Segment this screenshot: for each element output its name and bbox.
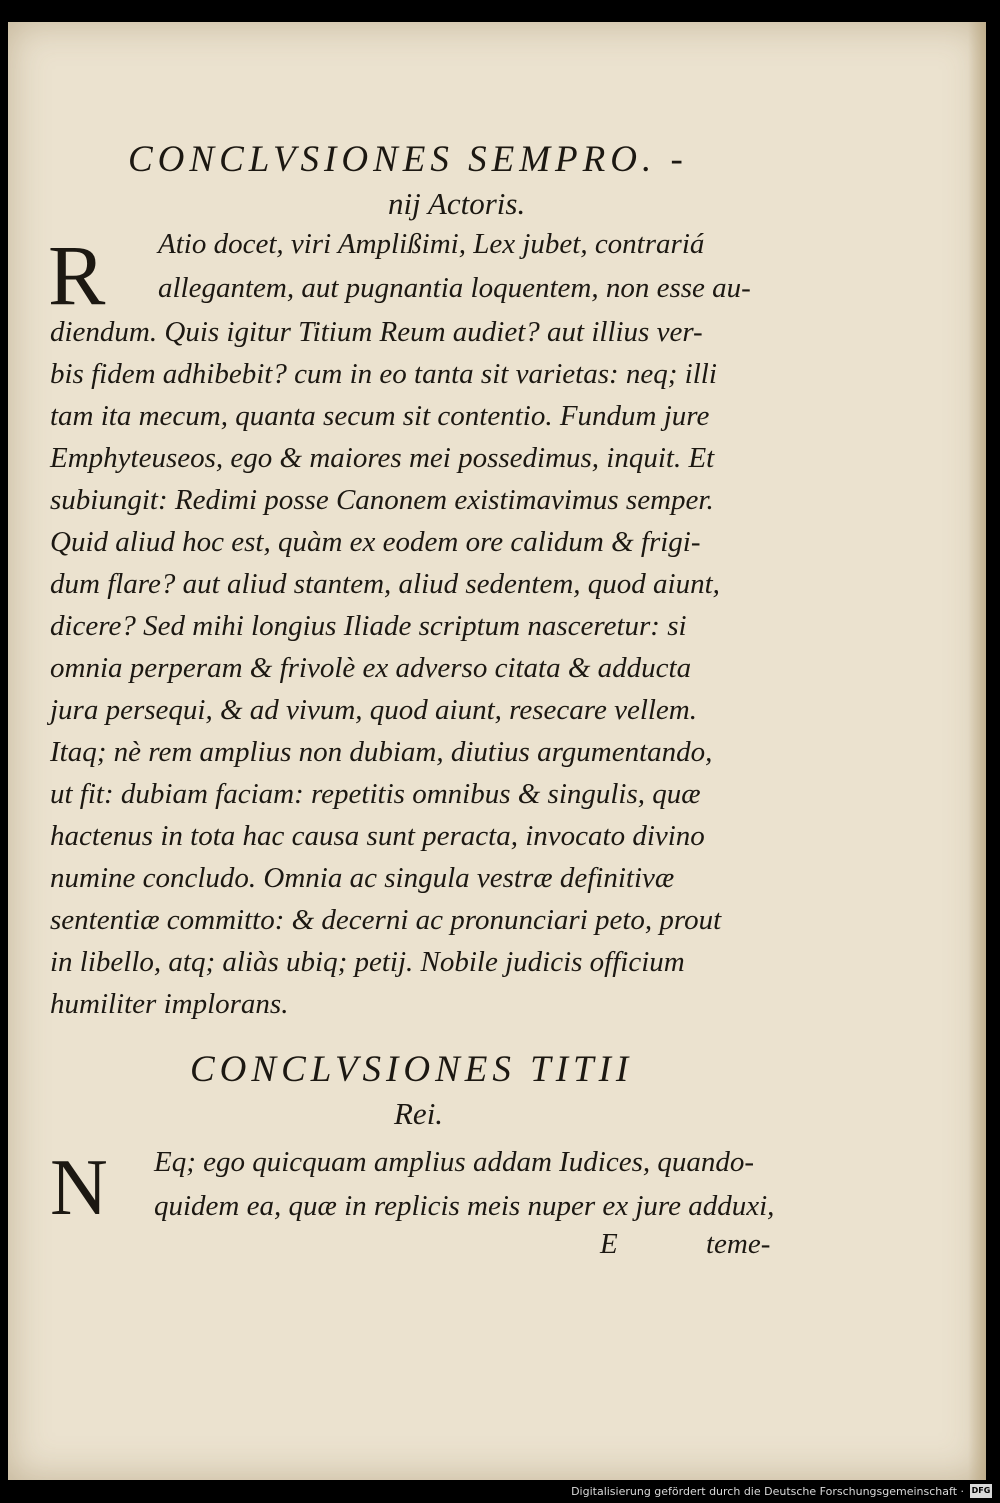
section1-line: allegantem, aut pugnantia loquentem, non esse au- xyxy=(158,272,751,304)
section1-line: Itaq; nè rem amplius non dubiam, diutius argumentando, xyxy=(50,736,713,768)
section1-line: sententiæ committo: & decerni ac pronunciari peto, prout xyxy=(50,904,722,936)
section1-line: ut fit: dubiam faciam: repetitis omnibus & singulis, quæ xyxy=(50,778,701,810)
section1-line: dum flare? aut aliud stantem, aliud sedentem, quod aiunt, xyxy=(50,568,720,600)
section1-line: Emphyteuseos, ego & maiores mei possedimus, inquit. Et xyxy=(50,442,715,474)
section1-line: in libello, atq; aliàs ubiq; petij. Nobile judicis officium xyxy=(50,946,685,978)
section1-line: humiliter implorans. xyxy=(50,988,289,1020)
section1-dropcap: R xyxy=(48,227,106,323)
section1-subheading: nij Actoris. xyxy=(388,186,526,221)
section2-subheading: Rei. xyxy=(394,1096,444,1131)
section1-line: omnia perperam & frivolè ex adverso citata & adducta xyxy=(50,652,692,684)
section1-line: numine concludo. Omnia ac singula vestræ definitivæ xyxy=(50,862,675,894)
section1-line: dicere? Sed mihi longius Iliade scriptum nasceretur: si xyxy=(50,610,687,642)
section1-heading: CONCLVSIONES SEMPRO. - xyxy=(128,139,688,180)
section1-line: tam ita mecum, quanta secum sit contentio. Fundum jure xyxy=(50,400,710,432)
catchword: teme- xyxy=(706,1228,771,1260)
section1-line: diendum. Quis igitur Titium Reum audiet? aut illius ver- xyxy=(50,316,703,348)
signature-mark: E xyxy=(600,1228,618,1260)
section2-dropcap: N xyxy=(50,1144,108,1232)
page-edge-shadow xyxy=(968,22,986,1480)
section2-heading: CONCLVSIONES TITII xyxy=(190,1049,634,1090)
dfg-logo-icon: DFG xyxy=(970,1484,992,1498)
footer-credit: Digitalisierung gefördert durch die Deutsche Forschungsgemeinschaft · xyxy=(571,1485,964,1498)
section1-line: subiungit: Redimi posse Canonem existimavimus semper. xyxy=(50,484,714,516)
section2-line: Eq; ego quicquam amplius addam Iudices, quando- xyxy=(154,1146,755,1178)
section1-line: Quid aliud hoc est, quàm ex eodem ore calidum & frigi- xyxy=(50,526,701,558)
section2-line: quidem ea, quæ in replicis meis nuper ex jure adduxi, xyxy=(154,1190,775,1222)
section1-line: bis fidem adhibebit? cum in eo tanta sit varietas: neq; illi xyxy=(50,358,717,390)
section1-line: Atio docet, viri Amplißimi, Lex jubet, contrariá xyxy=(158,228,705,260)
section1-line: jura persequi, & ad vivum, quod aiunt, resecare vellem. xyxy=(50,694,697,726)
section1-line: hactenus in tota hac causa sunt peracta, invocato divino xyxy=(50,820,705,852)
